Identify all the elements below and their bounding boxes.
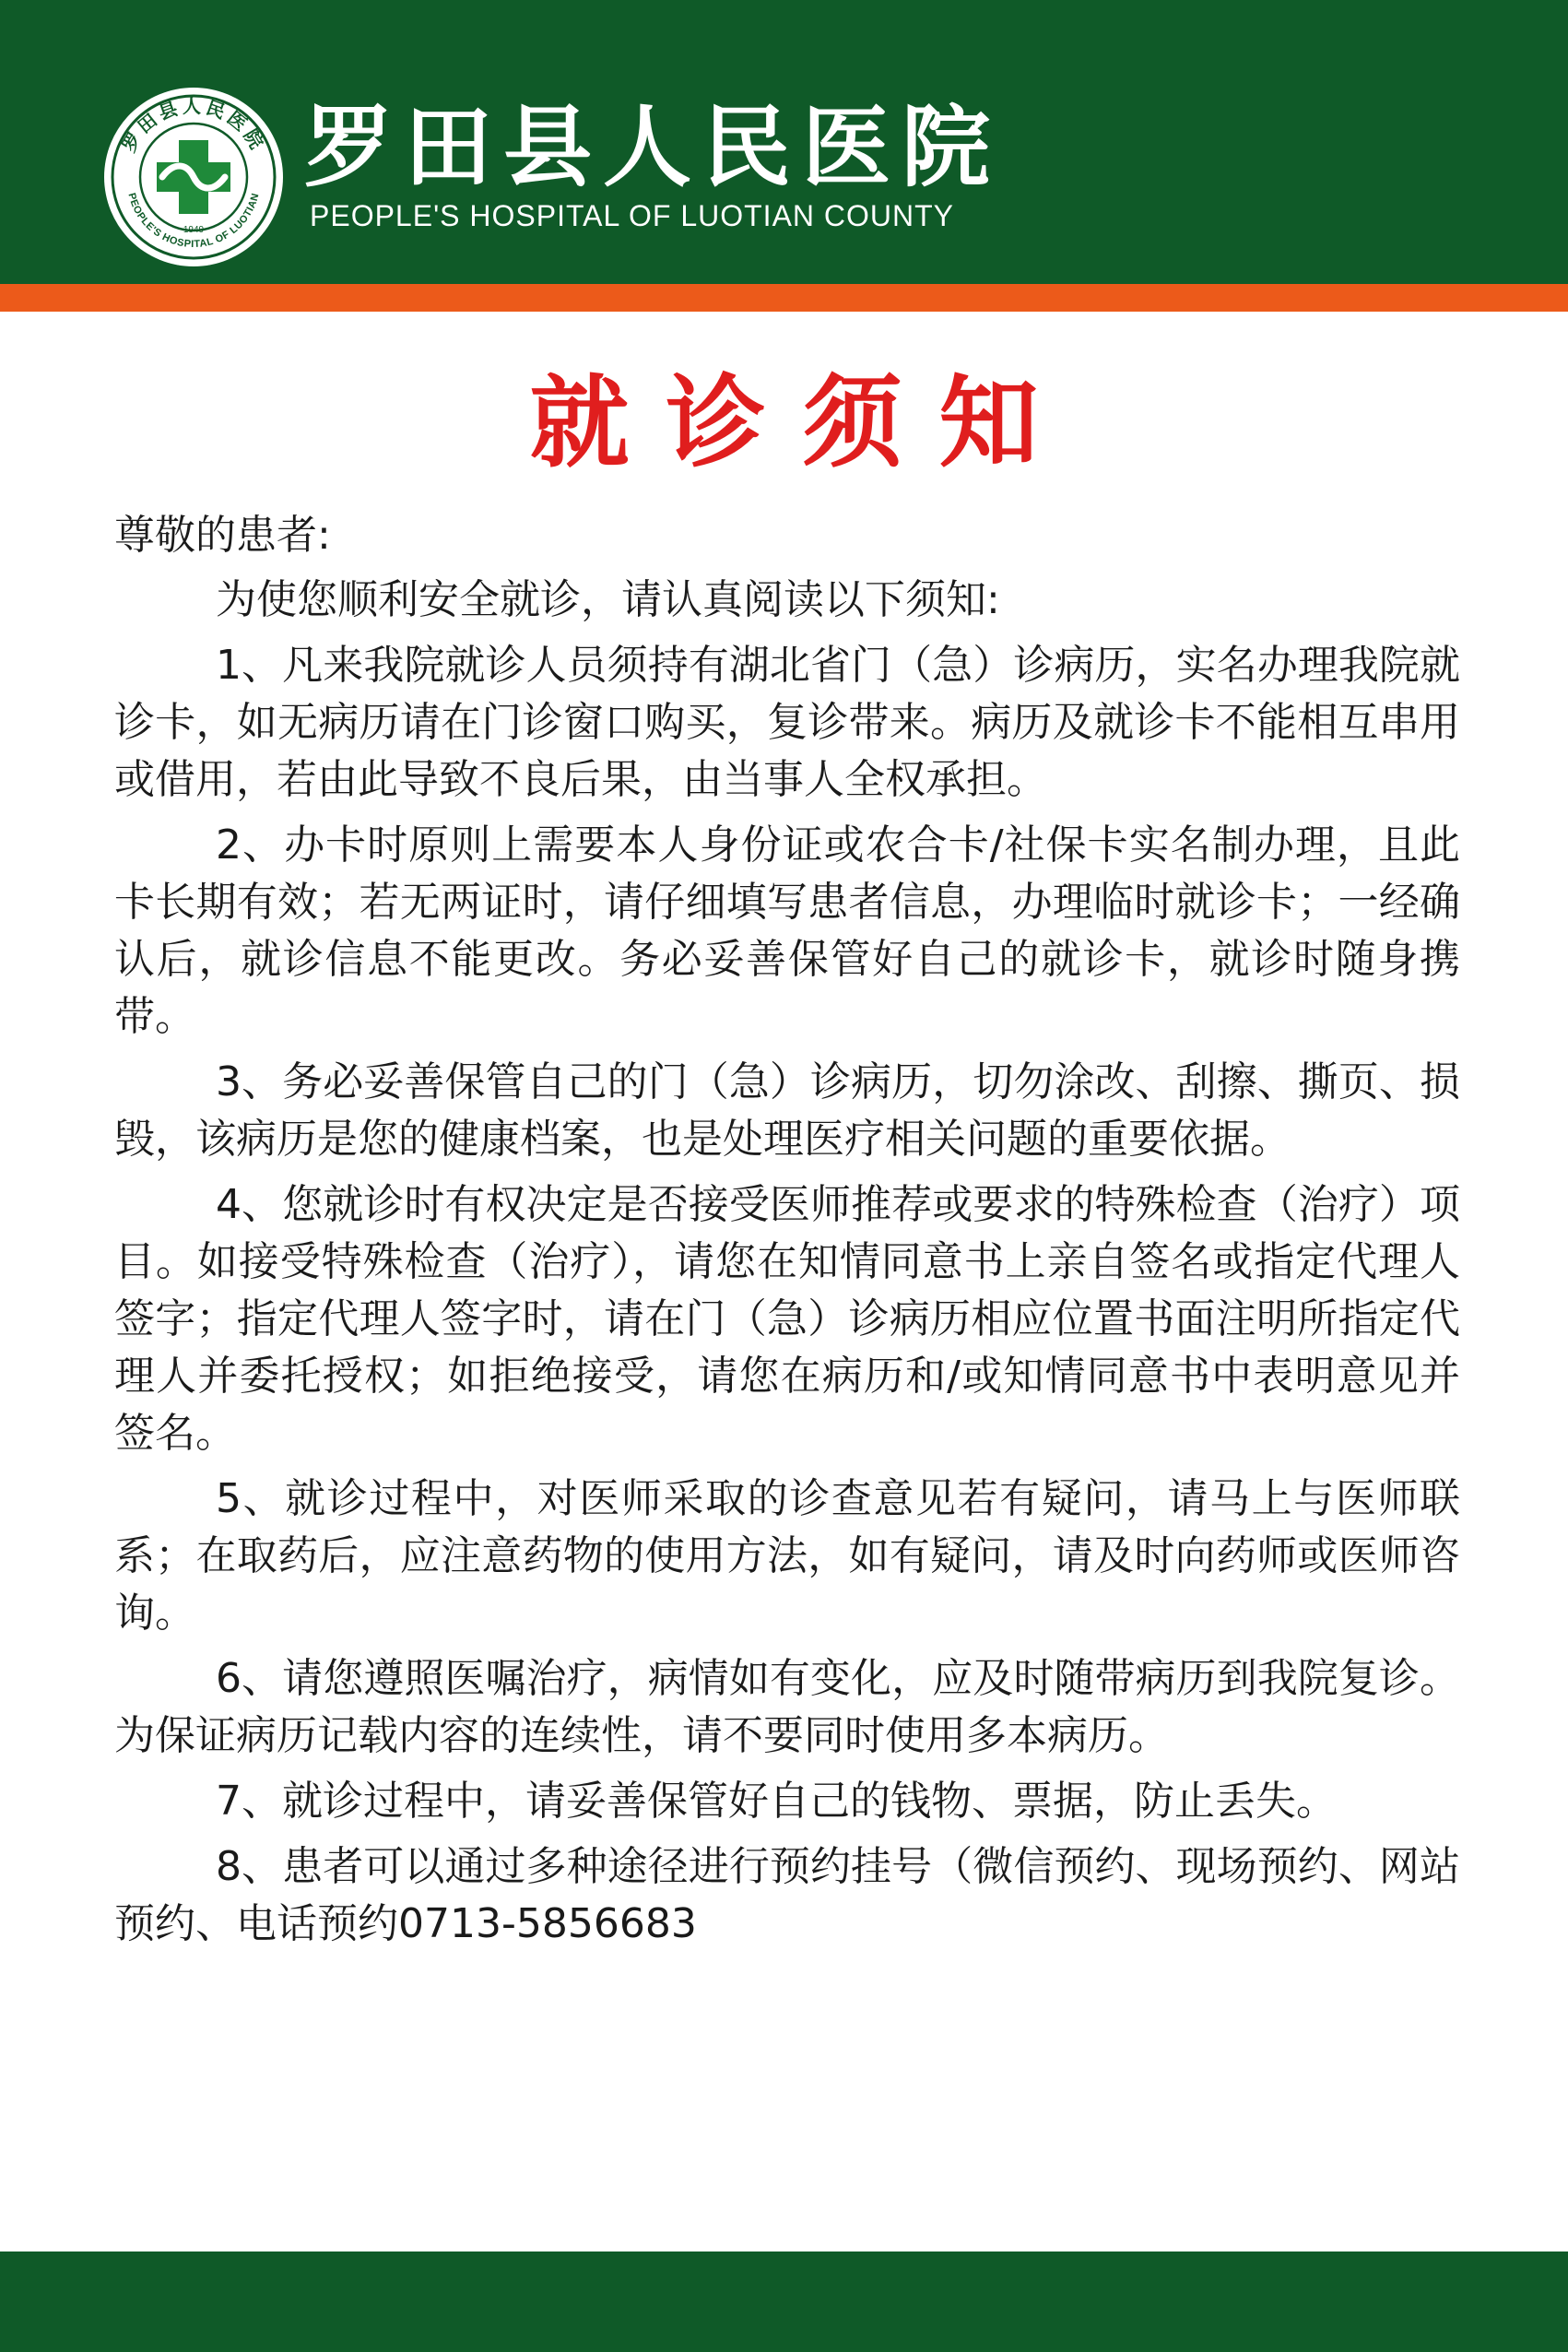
notice-item-7: 7、就诊过程中，请妥善保管好自己的钱物、票据，防止丢失。 <box>216 1778 1337 1825</box>
notice-item-3: 3、务必妥善保管自己的门（急）诊病历，切勿涂改、刮擦、撕页、损毁，该病历是您的健康档案，也是处理医疗相关问题的重要依据。 <box>114 1058 1460 1163</box>
notice-item-4: 4、您就诊时有权决定是否接受医师推荐或要求的特殊检查（治疗）项目。如接受特殊检查（治疗），请您在知情同意书上亲自签名或指定代理人签字；指定代理人签字时，请在门（急）诊病历相应位置书面注明所指定代理人并委托授权；如拒绝接受，请您在病历和/或知情同意书中表明意见并签名。 <box>114 1181 1460 1457</box>
notice-item-2: 2、办卡时原则上需要本人身份证或农合卡/社保卡实名制办理，且此卡长期有效；若无两证时，请仔细填写患者信息，办理临时就诊卡；一经确认后，就诊信息不能更改。务必妥善保管好自己的就诊卡，就诊时随身携带。 <box>114 821 1460 1040</box>
notice-item-5: 5、就诊过程中，对医师采取的诊查意见若有疑问，请马上与医师联系；在取药后，应注意药物的使用方法，如有疑问，请及时向药师或医师咨询。 <box>114 1475 1460 1637</box>
hospital-logo-icon <box>101 85 286 269</box>
header-banner <box>0 0 1568 284</box>
greeting: 尊敬的患者: <box>114 512 331 559</box>
svg-text:罗田县人民医院: 罗田县人民医院 <box>117 95 270 156</box>
notice-item-6: 6、请您遵照医嘱治疗，病情如有变化，应及时随带病历到我院复诊。为保证病历记载内容的连续性，请不要同时使用多本病历。 <box>114 1655 1460 1759</box>
notice-item-1: 1、凡来我院就诊人员须持有湖北省门（急）诊病历，实名办理我院就诊卡，如无病历请在门诊窗口购买，复诊带来。病历及就诊卡不能相互串用或借用，若由此导致不良后果，由当事人全权承担。 <box>114 642 1460 803</box>
svg-text:1949: 1949 <box>183 225 205 235</box>
intro-paragraph: 为使您顺利安全就诊，请认真阅读以下须知: <box>216 576 1000 623</box>
footer-band <box>0 2252 1568 2352</box>
hospital-name-cn: 罗田县人民医院 <box>304 95 1001 199</box>
svg-text:PEOPLE'S HOSPITAL OF LUOTIAN: PEOPLE'S HOSPITAL OF LUOTIAN <box>125 192 262 251</box>
orange-divider <box>0 284 1568 312</box>
notice-content <box>114 507 1460 1953</box>
notice-item-8: 8、患者可以通过多种途径进行预约挂号（微信预约、现场预约、网站预约、电话预约0713-5856683 <box>114 1843 1460 1947</box>
hospital-name-en: PEOPLE'S HOSPITAL OF LUOTIAN COUNTY <box>310 199 955 232</box>
notice-title: 就诊须知 <box>529 365 1076 481</box>
